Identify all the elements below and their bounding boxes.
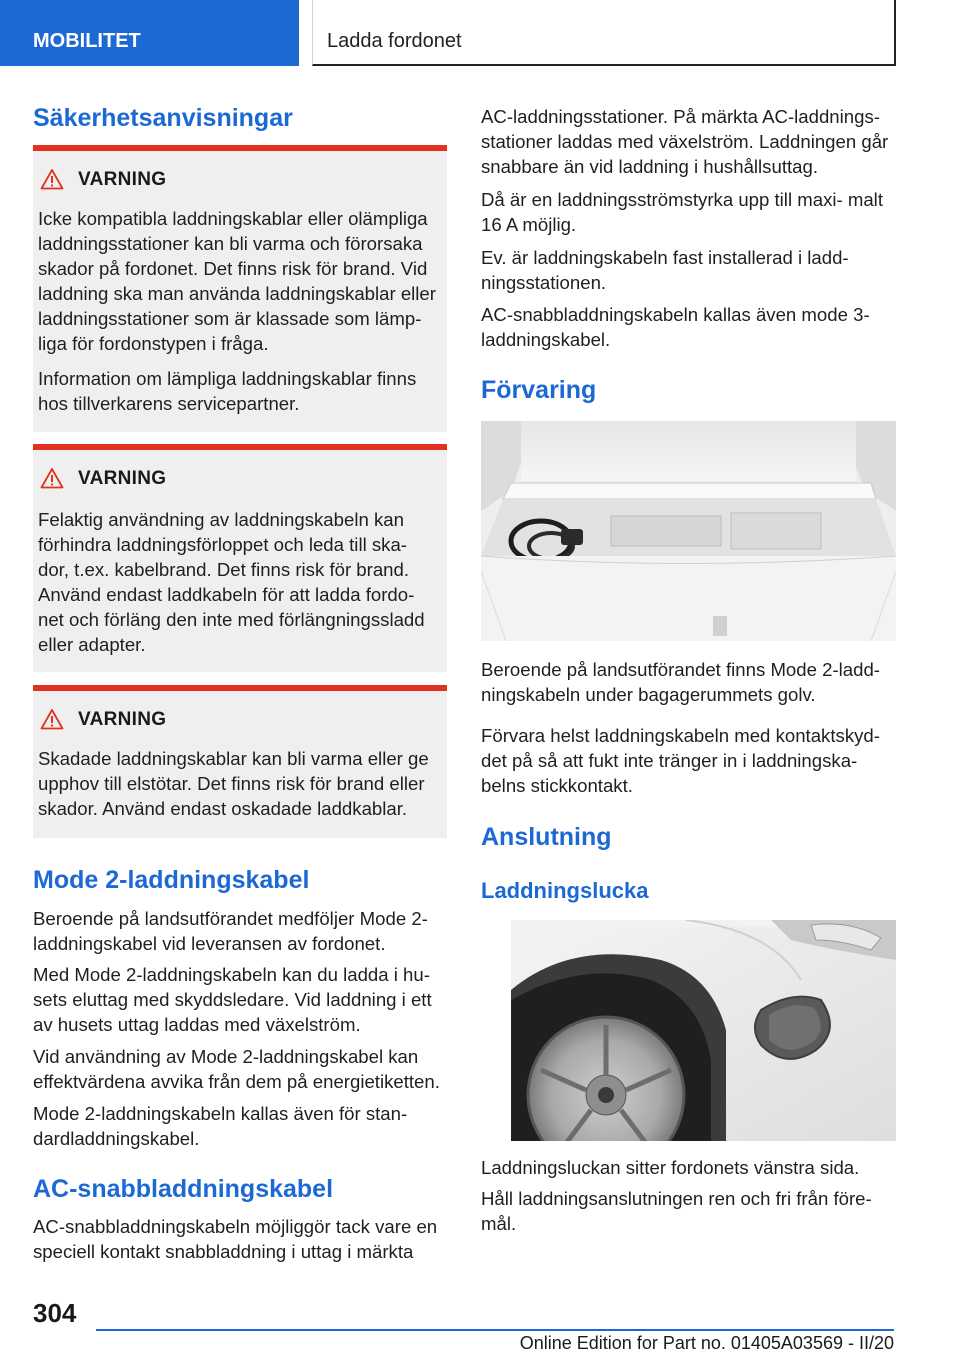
warning-title: VARNING <box>78 468 167 489</box>
heading-safety: Säkerhetsanvisningar <box>33 104 293 132</box>
body-paragraph: AC-laddningsstationer. På märkta AC-laddnings- stationer laddas med växelström. Laddningen går snabbare än vid laddning i hushållsuttag. <box>481 106 889 177</box>
trunk-storage-image <box>481 421 896 641</box>
heading-ac-cable: AC-snabbladdningskabel <box>33 1175 334 1203</box>
warning-triangle-icon <box>40 168 64 190</box>
body-paragraph: Vid användning av Mode 2-laddningskabel kan effektvärdena avvika från dem på energietiketten. <box>33 1046 440 1092</box>
warning-triangle-icon <box>40 467 64 489</box>
body-paragraph: Beroende på landsutförandet medföljer Mode 2- laddningskabel vid leveransen av fordonet. <box>33 908 428 954</box>
heading-mode2: Mode 2-laddningskabel <box>33 866 310 894</box>
body-paragraph: Ev. är laddningskabeln fast installerad i ladd- ningsstationen. <box>481 247 849 293</box>
body-paragraph: Mode 2-laddningskabeln kallas även för stan- dardladdningskabel. <box>33 1103 408 1149</box>
warning-header <box>33 167 447 195</box>
body-paragraph: Då är en laddningsströmstyrka upp till maxi- malt 16 A möjlig. <box>481 189 883 235</box>
warning-text: Information om lämpliga laddningskablar finns hos tillverkarens servicepartner. <box>38 368 417 414</box>
warning-text: Skadade laddningskablar kan bli varma eller ge upphov till elstötar. Det finns risk för brand eller skador. Använd endast oskadade laddkablar. <box>38 748 429 819</box>
warning-box-1 <box>33 145 447 432</box>
body-paragraph: Med Mode 2-laddningskabeln kan du ladda i hu- sets eluttag med skyddsledare. Vid laddning i ett av husets uttag laddas med växelström. <box>33 964 432 1035</box>
warning-text: Icke kompatibla laddningskablar eller olämpliga laddningsstationer kan bli varma och förorsaka skador på fordonet. Det finns risk för brand. Vid laddning ska man använda laddningskablar eller laddningsstationer som är klassade som lämp- liga för fordonstypen i fråga. <box>38 208 436 354</box>
warning-box-2 <box>33 444 447 672</box>
body-paragraph: Laddningsluckan sitter fordonets vänstra sida. <box>481 1157 860 1178</box>
warning-header <box>33 707 447 735</box>
warning-title: VARNING <box>78 709 167 730</box>
heading-storage: Förvaring <box>481 376 597 404</box>
body-paragraph: Beroende på landsutförandet finns Mode 2-ladd- ningskabeln under bagagerummets golv. <box>481 659 881 705</box>
warning-triangle-icon <box>40 708 64 730</box>
warning-header <box>33 466 447 494</box>
body-paragraph: Håll laddningsanslutningen ren och fri från före- mål. <box>481 1188 872 1234</box>
charging-flap-image <box>511 920 896 1141</box>
warning-title: VARNING <box>78 169 167 190</box>
body-paragraph: AC-snabbladdningskabeln möjliggör tack vare en speciell kontakt snabbladdning i uttag i märkta <box>33 1216 438 1262</box>
body-paragraph: Förvara helst laddningskabeln med kontaktskyd- det på så att fukt inte tränger in i laddningska- belns stickkontakt. <box>481 725 880 796</box>
chapter-title: Ladda fordonet <box>327 30 462 52</box>
warning-text: Felaktig användning av laddningskabeln kan förhindra laddningsförloppet och leda till ska- dor, t.ex. kabelbrand. Det finns risk för brand. Använd endast laddkabeln för att ladda fordo- net och förläng den inte med förlängningssladd eller adapter. <box>38 509 425 655</box>
footer-edition: Online Edition for Part no. 01405A03569 - II/20 <box>519 1333 894 1353</box>
heading-connection: Anslutning <box>481 823 612 851</box>
footer-divider <box>96 1329 894 1331</box>
section-tab <box>0 0 299 66</box>
chapter-title-box <box>312 0 896 66</box>
warning-box-3 <box>33 685 447 838</box>
page-number: 304 <box>33 1298 77 1328</box>
section-title: MOBILITET <box>33 30 141 52</box>
body-paragraph: AC-snabbladdningskabeln kallas även mode 3- laddningskabel. <box>481 304 870 350</box>
subheading-charging-flap: Laddningslucka <box>481 878 649 903</box>
